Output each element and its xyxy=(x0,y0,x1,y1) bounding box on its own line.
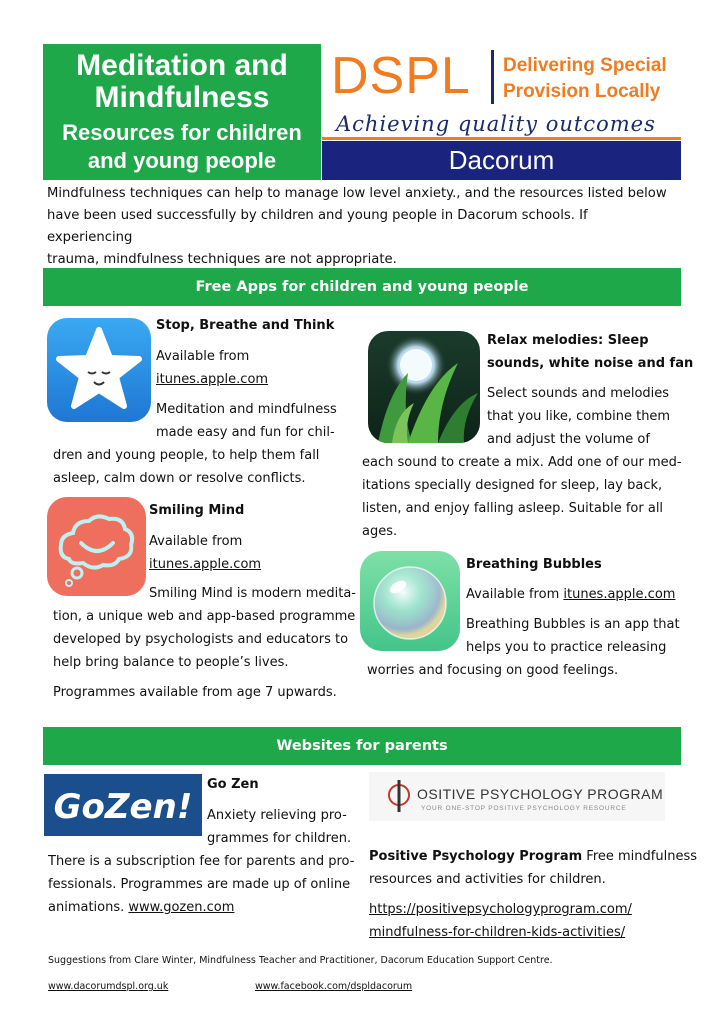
relax-desc: and adjust the volume of xyxy=(487,432,650,447)
smiling-desc: developed by psychologists and educators to xyxy=(53,632,349,647)
psi-logo-graphic xyxy=(369,772,665,821)
title-line-3: Resources for children xyxy=(62,120,302,145)
websites-section-heading: Websites for parents xyxy=(43,727,681,765)
gozen-desc: fessionals. Programmes are made up of online xyxy=(48,877,351,892)
smiling-cloud-icon xyxy=(47,497,146,596)
pp-link[interactable]: https://positivepsychologyprogram.com/ xyxy=(369,902,632,917)
star-icon xyxy=(47,318,151,422)
intro-line: trauma, mindfulness techniques are not appropriate. xyxy=(47,252,397,267)
area-banner: Dacorum xyxy=(322,141,681,180)
bubbles-desc: helps you to practice releasing xyxy=(466,640,667,655)
stop-itunes-link[interactable]: itunes.apple.com xyxy=(156,372,269,387)
smiling-itunes-link[interactable]: itunes.apple.com xyxy=(149,557,262,572)
gozen-desc: There is a subscription fee for parents and pro- xyxy=(48,854,355,869)
breathing-bubbles-app-icon xyxy=(360,551,460,651)
pp-desc-first xyxy=(369,845,697,868)
bubbles-desc: worries and focusing on good feelings. xyxy=(367,663,619,678)
relax-desc: listen, and enjoy falling asleep. Suitable for all xyxy=(362,501,664,516)
psi-icon xyxy=(389,780,409,812)
relax-desc: Select sounds and melodies xyxy=(487,386,670,401)
relax-title: sounds, white noise and fan xyxy=(487,356,694,371)
gozen-logo-graphic xyxy=(44,774,202,836)
bubble-icon xyxy=(360,551,460,651)
relax-desc: ages. xyxy=(362,524,398,539)
intro-line: have been used successfully by children and young people in Dacorum schools. If experiencing xyxy=(47,208,588,245)
pp-link[interactable]: mindfulness-for-children-kids-activities/ xyxy=(369,925,626,940)
gozen-desc: Anxiety relieving pro- xyxy=(207,808,347,823)
title-line-1: Meditation and xyxy=(76,49,288,82)
footer-website-link[interactable]: www.dacorumdspl.org.uk xyxy=(48,981,169,992)
gozen-desc: grammes for children. xyxy=(207,831,352,846)
smiling-mind-title: Smiling Mind xyxy=(149,503,245,518)
motto: Achieving quality outcomes xyxy=(336,112,656,136)
logo-divider xyxy=(491,50,494,104)
header-rule xyxy=(322,137,681,140)
stop-available-label: Available from xyxy=(156,349,250,364)
stop-desc: dren and young people, to help them fall xyxy=(53,448,320,463)
footer-facebook-link[interactable]: www.facebook.com/dspldacorum xyxy=(255,981,413,992)
pp-desc: Free mindfulness xyxy=(582,849,697,864)
tagline-line-2: Provision Locally xyxy=(503,81,661,102)
relax-title: Relax melodies: Sleep xyxy=(487,333,649,348)
bubbles-desc: Breathing Bubbles is an app that xyxy=(466,617,680,632)
smiling-age-note: Programmes available from age 7 upwards. xyxy=(53,685,337,700)
bubbles-title: Breathing Bubbles xyxy=(466,557,602,572)
relax-melodies-app-icon xyxy=(368,331,480,443)
stop-app-title: Stop, Breathe and Think xyxy=(156,318,335,333)
dspl-logo: DSPL xyxy=(331,47,471,105)
gozen-link[interactable]: www.gozen.com xyxy=(128,900,235,915)
pp-logo-sub: YOUR ONE-STOP POSITIVE PSYCHOLOGY RESOURCE xyxy=(421,805,627,812)
title-line-2: Mindfulness xyxy=(94,81,270,114)
gozen-desc-last xyxy=(48,896,234,919)
tagline-line-1: Delivering Special xyxy=(503,55,667,76)
pp-desc: resources and activities for children. xyxy=(369,872,606,887)
bubbles-available xyxy=(466,583,675,606)
relax-desc: itations specially designed for sleep, lay back, xyxy=(362,478,663,493)
positive-psychology-logo[interactable] xyxy=(369,772,665,821)
title-line-4: and young people xyxy=(87,148,277,173)
footer-credit: Suggestions from Clare Winter, Mindfulness Teacher and Practitioner, Dacorum Education Support Centre. xyxy=(48,955,553,966)
stop-breathe-think-app-icon xyxy=(47,318,151,422)
smiling-available-label: Available from xyxy=(149,534,243,549)
title-box xyxy=(43,44,321,180)
bubbles-available-label: Available from xyxy=(466,587,564,602)
smiling-desc: Smiling Mind is modern medita- xyxy=(149,586,356,601)
gozen-title: Go Zen xyxy=(207,777,259,792)
relax-desc: that you like, combine them xyxy=(487,409,671,424)
smiling-mind-app-icon xyxy=(47,497,146,596)
intro-line: Mindfulness techniques can help to manage low level anxiety., and the resources listed below xyxy=(47,186,667,201)
relax-desc: each sound to create a mix. Add one of our med- xyxy=(362,455,682,470)
gozen-logo-text: GoZen! xyxy=(53,787,193,827)
apps-section-heading: Free Apps for children and young people xyxy=(43,268,681,306)
moon-grass-icon xyxy=(368,331,480,443)
bubbles-itunes-link[interactable]: itunes.apple.com xyxy=(563,587,676,602)
gozen-logo[interactable] xyxy=(44,774,202,836)
pp-title: Positive Psychology Program xyxy=(369,849,583,864)
stop-desc: made easy and fun for chil- xyxy=(156,425,335,440)
stop-desc: Meditation and mindfulness xyxy=(156,402,337,417)
intro-text xyxy=(47,183,677,271)
smiling-desc: help bring balance to people’s lives. xyxy=(53,655,289,670)
smiling-desc: tion, a unique web and app-based programme xyxy=(53,609,356,624)
gozen-desc: animations. xyxy=(48,900,129,915)
pp-logo-main: OSITIVE PSYCHOLOGY PROGRAM xyxy=(417,786,664,802)
stop-desc: asleep, calm down or resolve conflicts. xyxy=(53,471,306,486)
